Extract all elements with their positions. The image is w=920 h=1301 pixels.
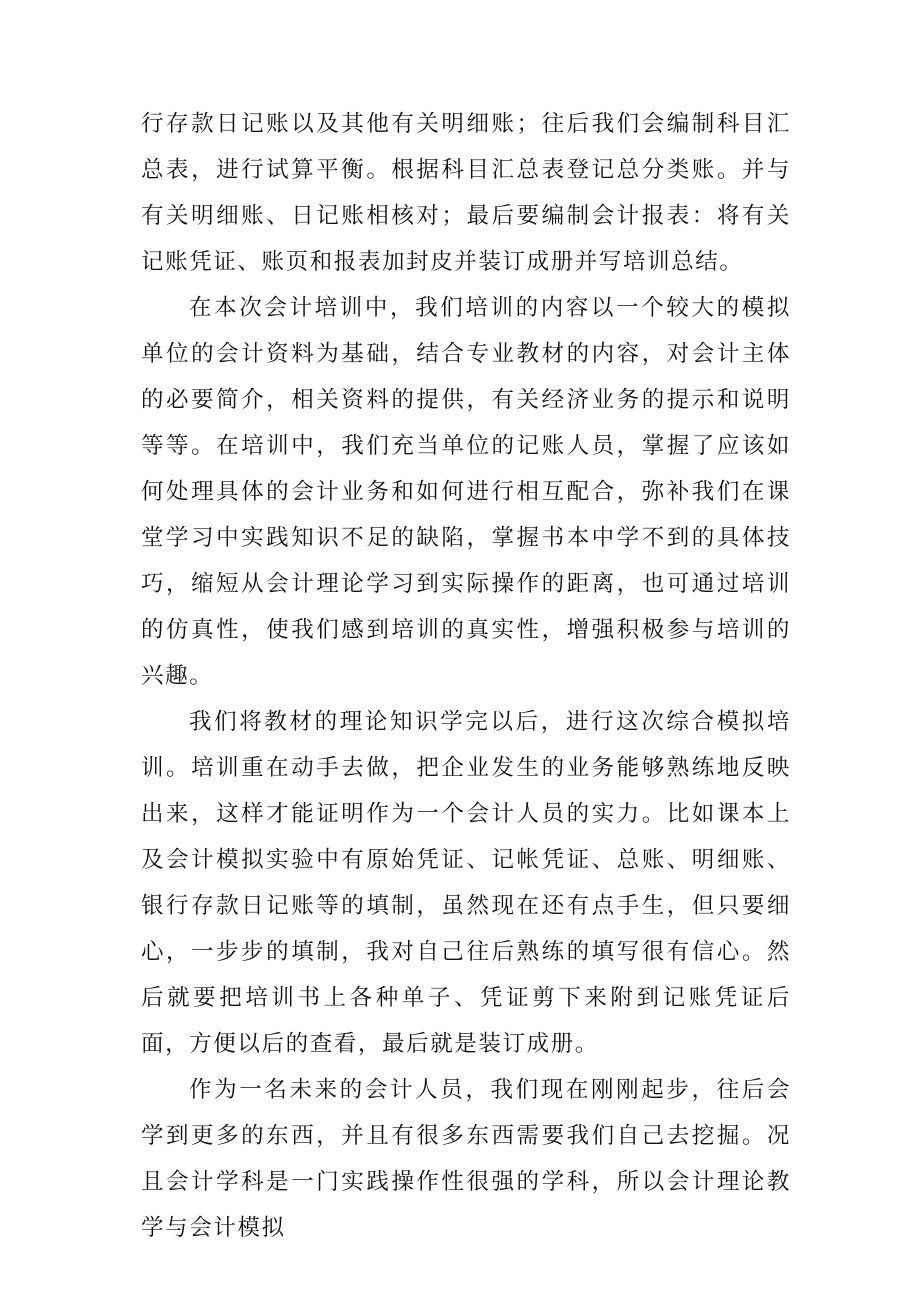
paragraph-simulation-training: 我们将教材的理论知识学完以后，进行这次综合模拟培训。培训重在动手去做，把企业发生的业务能够熟练地反映出来，这样才能证明作为一个会计人员的实力。比如课本上及会计模拟实验中有原始凭证、记帐凭证、总账、明细账、银行存款日记账等的填制，虽然现在还有点手生，但只要细心，一步步的填制，我对自己往后熟练的填写很有信心。然后就要把培训书上各种单子、凭证剪下来附到记账凭证后面，方便以后的查看，最后就是装订成册。 (141, 709, 791, 1057)
paragraph-continuation: 行存款日记账以及其他有关明细账；往后我们会编制科目汇总表，进行试算平衡。根据科目汇总表登记总分类账。并与有关明细账、日记账相核对；最后要编制会计报表：将有关记账凭证、账页和报表加封皮并装订成册并写培训总结。 (141, 111, 791, 275)
document-page (141, 101, 791, 1251)
paragraph-future-accountant: 作为一名未来的会计人员，我们现在刚刚起步，往后会学到更多的东西，并且有很多东西需要我们自己去挖掘。况且会计学科是一门实践操作性很强的学科，所以会计理论教学与会计模拟 (141, 1077, 791, 1241)
paragraph-training-content: 在本次会计培训中，我们培训的内容以一个较大的模拟单位的会计资料为基础，结合专业教材的内容，对会计主体的必要简介，相关资料的提供，有关经济业务的提示和说明等等。在培训中，我们充当单位的记账人员，掌握了应该如何处理具体的会计业务和如何进行相互配合，弥补我们在课堂学习中实践知识不足的缺陷，掌握书本中学不到的具体技巧，缩短从会计理论学习到实际操作的距离，也可通过培训的仿真性，使我们感到培训的真实性，增强积极参与培训的兴趣。 (141, 295, 791, 689)
